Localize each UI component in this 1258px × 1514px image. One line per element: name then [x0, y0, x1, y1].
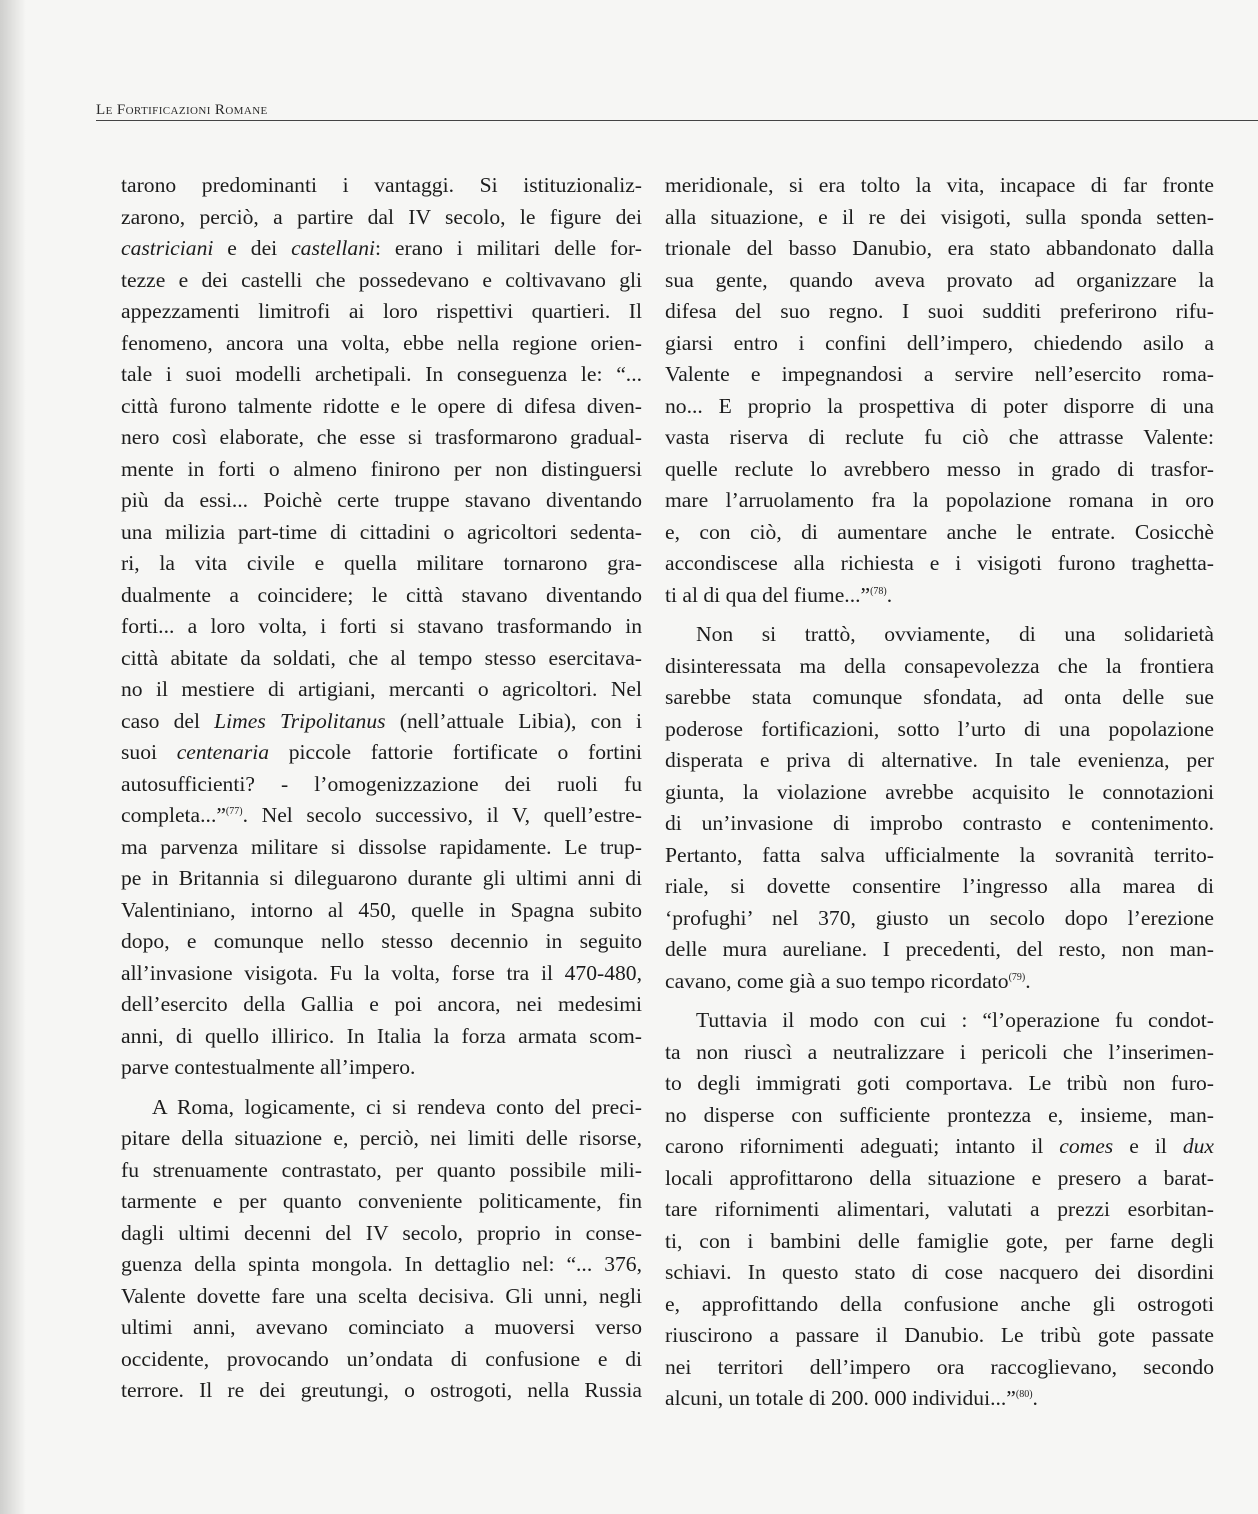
text-line: Pertanto, fatta salva ufficialmente la sovranità territo-: [665, 842, 1214, 867]
italic-term: dux: [1182, 1134, 1215, 1158]
text-line: occidente, provocando un’ondata di confusione e di: [121, 1346, 642, 1371]
text-line: suoi centenaria piccole fattorie fortificate o fortini: [121, 740, 642, 764]
text-line: dopo, e comunque nello stesso decennio in seguito: [121, 929, 642, 953]
text-line: trionale del basso Danubio, era stato abbandonato dalla: [665, 236, 1214, 260]
text-line: all’invasione visigota. Fu la volta, forse tra il 470-480,: [121, 960, 642, 985]
text-line: quelle reclute lo avrebbero messo in grado di trasfor-: [665, 456, 1214, 481]
text-line: fenomeno, ancora una volta, ebbe nella regione orien-: [121, 330, 642, 355]
text-line: fu strenuamente contrastato, per quanto possibile mili-: [121, 1157, 642, 1182]
text-line: di un’invasione di improbo contrasto e contenimento.: [665, 811, 1214, 835]
text-line: guenza della spinta mongola. In dettaglio nel: “... 376,: [121, 1252, 642, 1276]
text-line: anni, di quello illirico. In Italia la forza armata scom-: [121, 1023, 642, 1048]
paragraph: [665, 1005, 1214, 1415]
text-line: poderose fortificazioni, sotto l’urto di una popolazione: [665, 716, 1214, 741]
text-line: castriciani e dei castellani: erano i militari delle for-: [121, 236, 642, 260]
text-line: A Roma, logicamente, ci si rendeva conto del preci-: [152, 1094, 642, 1119]
paragraph: [121, 1092, 642, 1407]
text-line: e, approfittando della confusione anche gli ostrogoti: [665, 1291, 1214, 1316]
italic-term: centenaria: [176, 740, 270, 764]
text-line: Valente dovette fare una scelta decisiva. Gli unni, negli: [121, 1283, 642, 1308]
text-line: riale, si dovette consentire l’ingresso alla marea di: [665, 874, 1214, 898]
text-line: tarmente e per quanto conveniente politicamente, fin: [121, 1189, 642, 1213]
text-line: no... E proprio la prospettiva di poter disporre di una: [665, 393, 1214, 418]
text-line: riuscirono a passare il Danubio. Le tribù gote passate: [665, 1323, 1214, 1347]
text-line: schiavi. In questo stato di cose nacquero dei disordini: [665, 1260, 1214, 1284]
text-line: ma parvenza militare si dissolse rapidamente. Le trup-: [121, 834, 642, 859]
left-column: [121, 170, 642, 1407]
text-line: no il mestiere di artigiani, mercanti o agricoltori. Nel: [121, 677, 642, 701]
italic-term: Limes Tripolitanus: [214, 708, 386, 733]
text-line: nei territori dell’impero ora raccoglievano, secondo: [665, 1354, 1214, 1379]
italic-term: castriciani: [121, 236, 214, 260]
text-line: una milizia part-time di cittadini o agricoltori sedenta-: [121, 519, 642, 544]
paragraph: [665, 619, 1214, 997]
text-line: alla situazione, e il re dei visigoti, sulla sponda setten-: [665, 204, 1214, 229]
text-line: meridionale, si era tolto la vita, incapace di far fronte: [665, 173, 1214, 197]
paragraph: [121, 170, 642, 1084]
running-header: Le Fortificazioni Romane: [96, 102, 268, 118]
text-line: completa...”$^{(77)}$. Nel secolo successivo, il V, quell’estre-: [121, 803, 642, 827]
footnote-ref: (80): [1015, 1389, 1033, 1400]
text-line: ‘profughi’ nel 370, giusto un secolo dopo l’erezione: [665, 905, 1214, 930]
text-line: Valente e impegnandosi a servire nell’esercito roma-: [665, 362, 1214, 386]
text-line: to degli immigrati goti comportava. Le tribù non furo-: [665, 1071, 1214, 1095]
text-line: ultimi anni, avevano cominciato a muoversi verso: [121, 1315, 642, 1339]
text-line: sarebbe stata comunque sfondata, ad onta delle sue: [665, 685, 1214, 709]
text-line: ti, con i bambini delle famiglie gote, per farne degli: [665, 1228, 1214, 1253]
text-line: disperata e priva di alternative. In tale evenienza, per: [665, 748, 1214, 772]
paragraph: [665, 170, 1214, 611]
text-line: città furono talmente ridotte e le opere di difesa diven-: [121, 393, 642, 418]
text-line: tarono predominanti i vantaggi. Si istituzionaliz-: [121, 173, 642, 197]
text-line: città abitate da soldati, che al tempo stesso esercitava-: [121, 645, 642, 670]
text-line: più da essi... Poichè certe truppe stavano diventando: [121, 488, 642, 512]
text-line: no disperse con sufficiente prontezza e, insieme, man-: [665, 1102, 1214, 1127]
text-line: nero così elaborate, che esse si trasformarono gradual-: [121, 425, 642, 449]
footnote-ref: (77): [225, 806, 243, 817]
text-line: cavano, come già a suo tempo ricordato$^{(79)}$.: [665, 968, 1031, 993]
text-line: giarsi entro i confini dell’impero, chiedendo asilo a: [665, 330, 1214, 355]
text-line: pitare della situazione e, perciò, nei limiti delle risorse,: [121, 1126, 642, 1150]
text-line: accondiscese alla richiesta e i visigoti furono traghetta-: [665, 551, 1214, 575]
text-line: autosufficienti? - l’omogenizzazione dei ruoli fu: [121, 771, 642, 796]
text-line: mare l’arruolamento fra la popolazione romana in oro: [665, 488, 1214, 512]
text-line: ri, la vita civile e quella militare tornarono gra-: [121, 551, 642, 575]
text-line: tale i suoi modelli archetipali. In conseguenza le: “...: [121, 362, 642, 386]
text-line: delle mura aureliane. I precedenti, del resto, non man-: [665, 937, 1214, 961]
text-line: terrore. Il re dei greutungi, o ostrogoti, nella Russia: [121, 1378, 642, 1402]
text-line: dagli ultimi decenni del IV secolo, proprio in conse-: [121, 1220, 642, 1245]
header-rule: [96, 120, 1258, 121]
text-line: tezze e dei castelli che possedevano e coltivavano gli: [121, 267, 642, 292]
text-line: Tuttavia il modo con cui : “l’operazione fu condot-: [696, 1008, 1214, 1032]
text-line: disinteressata ma della consapevolezza che la frontiera: [665, 653, 1214, 678]
footnote-ref: (79): [1008, 971, 1026, 983]
text-line: mente in forti o almeno finirono per non distinguersi: [121, 456, 642, 481]
text-line: appezzamenti limitrofi ai loro rispettivi quartieri. Il: [121, 299, 642, 323]
text-line: dell’esercito della Gallia e poi ancora, nei medesimi: [121, 992, 642, 1016]
italic-term: comes: [1059, 1134, 1114, 1158]
text-line: Valentiniano, intorno al 450, quelle in Spagna subito: [121, 897, 642, 922]
text-line: zarono, perciò, a partire dal IV secolo, le figure dei: [121, 204, 642, 229]
text-line: forti... a loro volta, i forti si stavano trasformando in: [121, 614, 642, 638]
text-line: locali approfittarono della situazione e presero a barat-: [665, 1165, 1214, 1190]
footnote-ref: (78): [870, 585, 887, 597]
text-line: pe in Britannia si dileguarono durante gli ultimi anni di: [121, 866, 642, 890]
text-line: Non si trattò, ovviamente, di una solidarietà: [696, 622, 1214, 646]
text-line: difesa del suo regno. I suoi sudditi preferirono rifu-: [665, 299, 1214, 323]
text-line: alcuni, un totale di 200. 000 individui...”$^{(80)}$.: [665, 1386, 1038, 1410]
text-line: sua gente, quando aveva provato ad organizzare la: [665, 267, 1214, 292]
text-line: vasta riserva di reclute fu ciò che attrasse Valente:: [665, 425, 1214, 449]
text-line: dualmente a coincidere; le città stavano diventando: [121, 582, 642, 607]
page-gutter-shadow: [0, 0, 26, 1514]
text-line: giunta, la violazione avrebbe acquisito le connotazioni: [665, 779, 1214, 804]
right-column: [665, 170, 1214, 1415]
text-line: ta non riuscì a neutralizzare i pericoli che l’inserimen-: [665, 1039, 1214, 1064]
text-line: tare rifornimenti alimentari, valutati a prezzi esorbitan-: [665, 1197, 1214, 1221]
text-line: carono rifornimenti adeguati; intanto il comes e il dux: [665, 1134, 1215, 1158]
text-line: parve contestualmente all’impero.: [121, 1055, 416, 1079]
italic-term: castellani: [291, 236, 376, 260]
text-line: e, con ciò, di aumentare anche le entrate. Cosicchè: [665, 519, 1214, 544]
text-line: caso del Limes Tripolitanus (nell’attuale Libia), con i: [121, 708, 642, 733]
text-line: ti al di qua del fiume...”$^{(78)}$.: [665, 582, 893, 607]
